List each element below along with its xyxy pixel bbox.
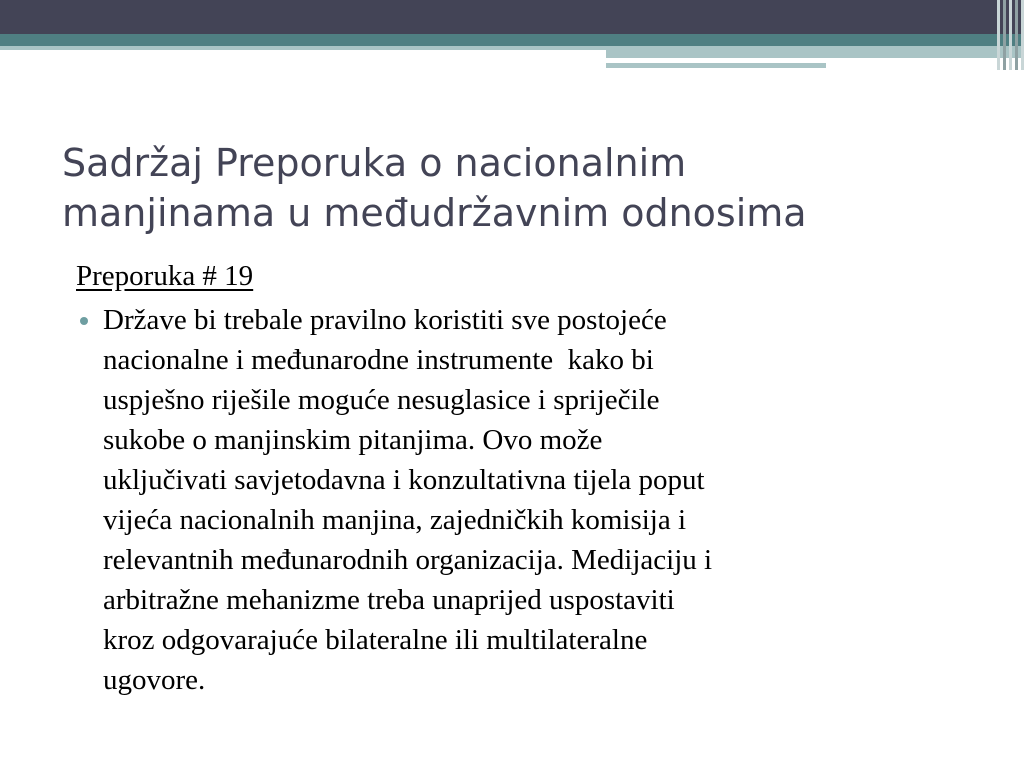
- stripe: [1003, 0, 1006, 70]
- slide-title: [62, 138, 962, 238]
- header-teal-band: [0, 34, 1024, 46]
- header-right-accent: [606, 50, 1024, 58]
- stripe: [1015, 0, 1018, 70]
- stripe: [1009, 0, 1012, 70]
- bullet-line: nacionalne i međunarodne instrumente kako bi: [103, 344, 654, 376]
- bullet-line: uključivati savjetodavna i konzultativna tijela poput: [103, 464, 705, 496]
- header-right-accent-line: [606, 63, 826, 68]
- bullet-line: Države bi trebale pravilno koristiti sve postojeće: [103, 304, 667, 336]
- header-vertical-stripes: [992, 0, 1024, 70]
- stripe: [997, 0, 1000, 70]
- bullet-line: vijeća nacionalnih manjina, zajedničkih komisija i: [103, 504, 687, 536]
- bullet-item: [76, 300, 996, 700]
- bullet-line: kroz odgovarajuće bilateralne ili multilateralne: [103, 624, 648, 656]
- header-dark-band: [0, 0, 1024, 34]
- bullet-line: ugovore.: [103, 664, 206, 696]
- recommendation-heading: Preporuka # 19: [76, 260, 254, 292]
- bullet-line: uspješno riješile moguće nesuglasice i spriječile: [103, 384, 660, 416]
- title-line-1: Sadržaj Preporuka o nacionalnim: [62, 141, 687, 185]
- bullet-list: [76, 300, 996, 700]
- bullet-line: arbitražne mehanizme treba unaprijed uspostaviti: [103, 584, 675, 616]
- title-line-2: manjinama u međudržavnim odnosima: [62, 191, 807, 235]
- bullet-line: relevantnih međunarodnih organizacija. Medijaciju i: [103, 544, 713, 576]
- bullet-line: sukobe o manjinskim pitanjima. Ovo može: [103, 424, 603, 456]
- bullet-dot-icon: [80, 317, 88, 325]
